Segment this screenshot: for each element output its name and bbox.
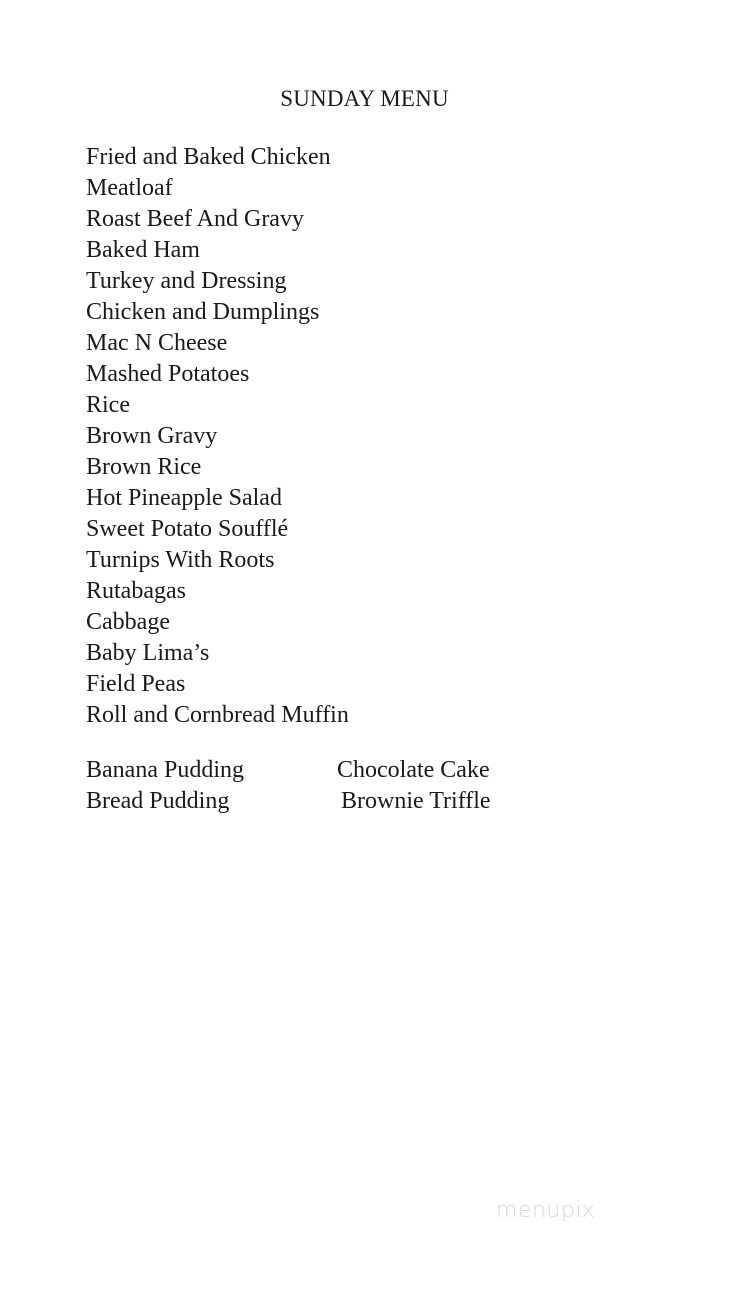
menu-item: Field Peas xyxy=(86,671,186,697)
menu-item: Sweet Potato Soufflé xyxy=(86,516,289,542)
menu-item: Rutabagas xyxy=(86,578,186,604)
menu-item: Brown Rice xyxy=(86,454,202,480)
menu-item: Baked Ham xyxy=(86,237,200,263)
dessert-row xyxy=(86,786,606,817)
dessert-row xyxy=(86,755,606,786)
dessert-item: Brownie Triffle xyxy=(341,788,491,814)
menu-item: Roast Beef And Gravy xyxy=(86,206,304,232)
menu-item: Rice xyxy=(86,392,130,418)
menu-item: Roll and Cornbread Muffin xyxy=(86,702,349,728)
menu-item: Mashed Potatoes xyxy=(86,361,250,387)
menu-item: Brown Gravy xyxy=(86,423,218,449)
menu-item: Baby Lima’s xyxy=(86,640,210,666)
menu-item: Turkey and Dressing xyxy=(86,268,287,294)
menu-item: Chicken and Dumplings xyxy=(86,299,320,325)
menu-title: SUNDAY MENU xyxy=(280,86,449,111)
dessert-item: Banana Pudding xyxy=(86,757,244,783)
dessert-item: Chocolate Cake xyxy=(337,757,490,783)
watermark-logo: menupix xyxy=(496,1198,596,1223)
menu-item: Fried and Baked Chicken xyxy=(86,144,331,170)
menu-item: Cabbage xyxy=(86,609,170,635)
menu-item: Hot Pineapple Salad xyxy=(86,485,282,511)
menu-item: Meatloaf xyxy=(86,175,173,201)
menu-item: Turnips With Roots xyxy=(86,547,275,573)
desserts-section xyxy=(86,755,606,817)
menu-item: Mac N Cheese xyxy=(86,330,228,356)
menu-items-list xyxy=(86,142,349,731)
dessert-item: Bread Pudding xyxy=(86,788,230,814)
